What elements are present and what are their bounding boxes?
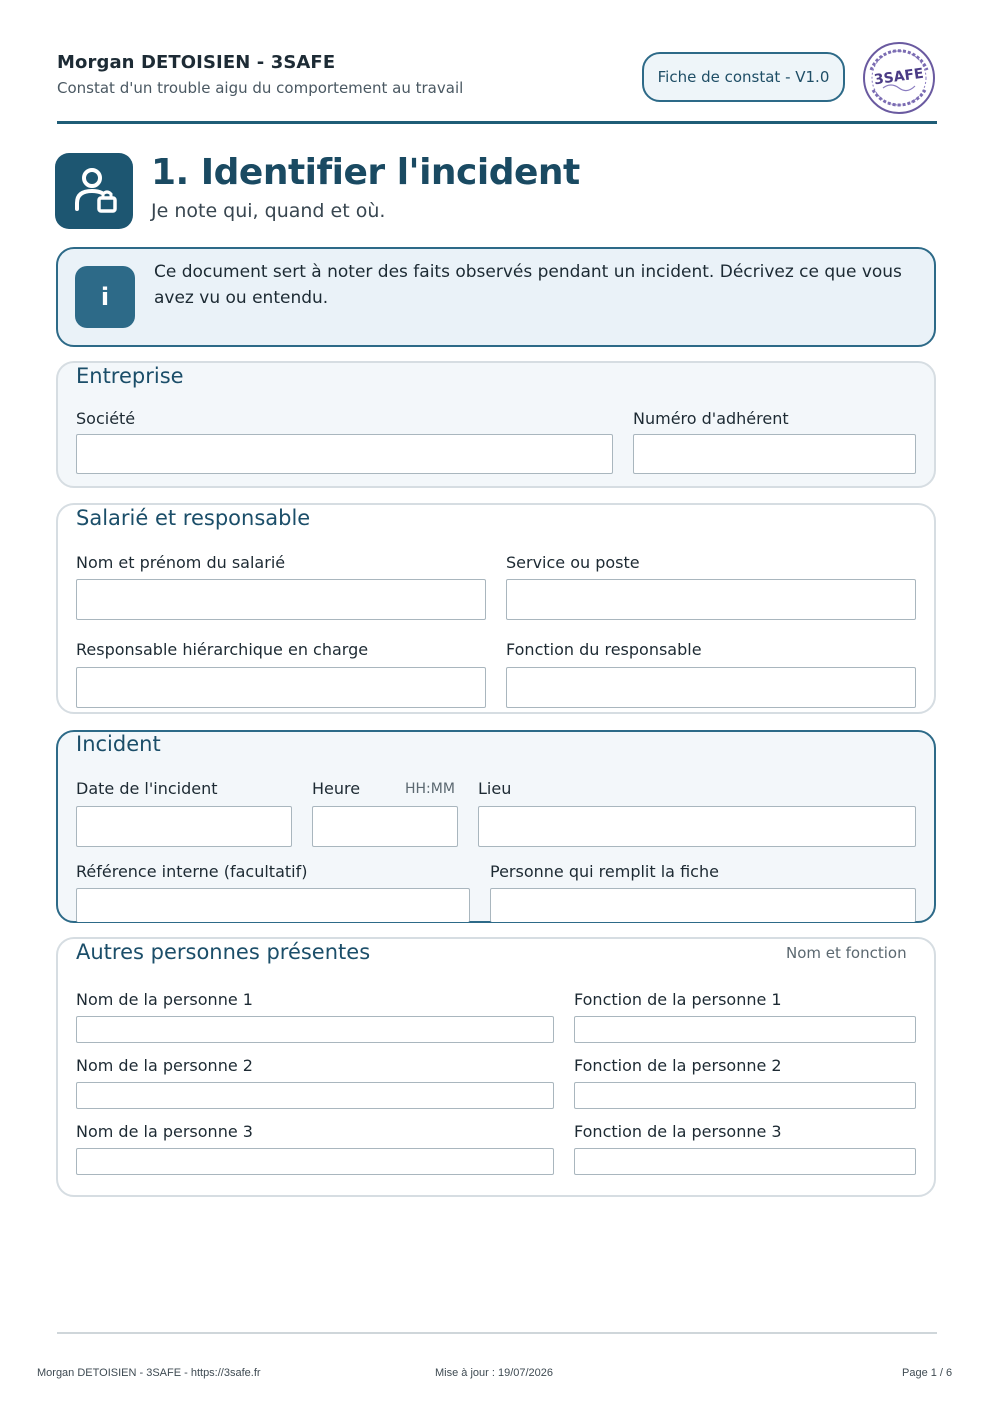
- panel-title-salarie: Salarié et responsable: [76, 506, 311, 530]
- label-adherent: Numéro d'adhérent: [633, 409, 789, 428]
- fonction-personne-2-field[interactable]: [574, 1082, 916, 1109]
- info-icon: i: [75, 266, 135, 328]
- label-nom-salarie: Nom et prénom du salarié: [76, 553, 286, 572]
- label-societe: Société: [76, 409, 136, 428]
- panel-title-entreprise: Entreprise: [76, 364, 184, 388]
- label-lieu: Lieu: [478, 779, 512, 798]
- service-field[interactable]: [506, 579, 916, 620]
- adherent-field[interactable]: [633, 434, 916, 474]
- fonction-responsable-field[interactable]: [506, 667, 916, 708]
- panel-title-incident: Incident: [76, 732, 161, 756]
- nom-personne-1-field[interactable]: [76, 1016, 554, 1043]
- date-field[interactable]: [76, 806, 292, 847]
- fonction-personne-3-field[interactable]: [574, 1148, 916, 1175]
- label-nom-personne-2: Nom de la personne 2: [76, 1056, 253, 1075]
- label-heure: Heure: [312, 779, 361, 798]
- footer-page-number: Page 1 / 6: [902, 1367, 953, 1379]
- header-divider: [57, 121, 937, 124]
- label-fonction-personne-1: Fonction de la personne 1: [574, 990, 782, 1009]
- label-fonction-responsable: Fonction du responsable: [506, 640, 702, 659]
- label-nom-personne-3: Nom de la personne 3: [76, 1122, 253, 1141]
- heure-format-hint: HH:MM: [405, 781, 455, 797]
- svg-text:3SAFE: 3SAFE: [873, 65, 925, 89]
- responsable-field[interactable]: [76, 667, 486, 708]
- label-date: Date de l'incident: [76, 779, 218, 798]
- header-subtitle: Constat d'un trouble aigu du comportement au travail: [57, 79, 464, 97]
- label-reference: Référence interne (facultatif): [76, 862, 308, 881]
- nom-personne-2-field[interactable]: [76, 1082, 554, 1109]
- panel-title-autres: Autres personnes présentes: [76, 940, 371, 964]
- reference-field[interactable]: [76, 888, 470, 922]
- label-responsable: Responsable hiérarchique en charge: [76, 640, 369, 659]
- section-title: 1. Identifier l'incident: [151, 152, 580, 193]
- footer-update-date: Mise à jour : 19/07/2026: [435, 1367, 554, 1379]
- nom-personne-3-field[interactable]: [76, 1148, 554, 1175]
- label-fonction-personne-3: Fonction de la personne 3: [574, 1122, 782, 1141]
- version-badge: Fiche de constat - V1.0: [642, 52, 845, 102]
- personne-fiche-field[interactable]: [490, 888, 916, 922]
- autres-hint: Nom et fonction: [786, 944, 907, 962]
- nom-salarie-field[interactable]: [76, 579, 486, 620]
- info-text: Ce document sert à noter des faits observés pendant un incident. Décrivez ce que vous avez vu ou entendu.: [154, 262, 902, 308]
- lieu-field[interactable]: [478, 806, 916, 847]
- label-service: Service ou poste: [506, 553, 640, 572]
- section-subtitle: Je note qui, quand et où.: [151, 200, 386, 222]
- footer-divider: [57, 1332, 937, 1334]
- heure-field[interactable]: [312, 806, 458, 847]
- header-author: Morgan DETOISIEN - 3SAFE: [57, 52, 336, 73]
- societe-field[interactable]: [76, 434, 613, 474]
- fonction-personne-1-field[interactable]: [574, 1016, 916, 1043]
- person-lock-icon: [55, 153, 133, 229]
- stamp-logo-icon: [861, 40, 937, 116]
- label-personne-fiche: Personne qui remplit la fiche: [490, 862, 719, 881]
- footer-left: Morgan DETOISIEN - 3SAFE - https://3safe.fr: [37, 1367, 261, 1379]
- label-nom-personne-1: Nom de la personne 1: [76, 990, 253, 1009]
- label-fonction-personne-2: Fonction de la personne 2: [574, 1056, 782, 1075]
